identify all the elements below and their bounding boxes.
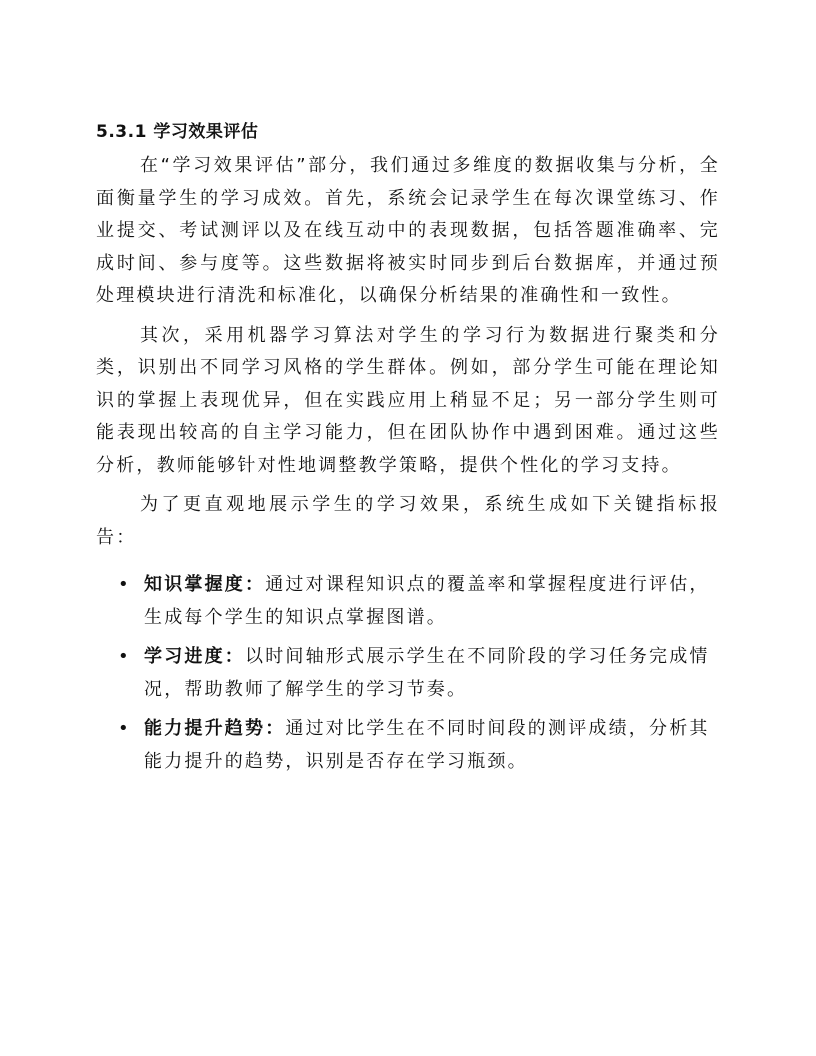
section-heading: 5.3.1 学习效果评估 [96, 122, 259, 142]
list-item-term: 学习进度： [144, 646, 245, 667]
list-item-term: 能力提升趋势： [144, 718, 286, 739]
list-item-knowledge-mastery [96, 568, 720, 634]
list-item-text: 通过对比学生在不同时间段的测评成绩，分析其能力提升的趋势，识别是否存在学习瓶颈。 [144, 718, 710, 772]
list-item-text: 以时间轴形式展示学生在不同阶段的学习任务完成情况，帮助教师了解学生的学习节奏。 [144, 646, 710, 700]
paragraph-report-lead: 为了更直观地展示学生的学习效果，系统生成如下关键指标报告： [96, 494, 720, 548]
list-item-term: 知识掌握度： [144, 574, 266, 595]
list-item-ability-trend [96, 712, 720, 778]
list-item-text: 通过对课程知识点的覆盖率和掌握程度进行评估，生成每个学生的知识点掌握图谱。 [144, 574, 710, 628]
document-page [96, 118, 720, 784]
paragraph-analysis: 其次，采用机器学习算法对学生的学习行为数据进行聚类和分类，识别出不同学习风格的学生群体。例如，部分学生可能在理论知识的掌握上表现优异，但在实践应用上稍显不足；另一部分学生则可能表现出较高的自主学习能力，但在团队协作中遇到困难。通过这些分析，教师能够针对性地调整教学策略，提供个性化的学习支持。 [96, 324, 720, 476]
indicator-list [96, 568, 720, 778]
bullet-icon: • [118, 646, 131, 667]
bullet-icon: • [118, 718, 131, 739]
paragraph-intro: 在“学习效果评估”部分，我们通过多维度的数据收集与分析，全面衡量学生的学习成效。首先，系统会记录学生在每次课堂练习、作业提交、考试测评以及在线互动中的表现数据，包括答题准确率、完成时间、参与度等。这些数据将被实时同步到后台数据库，并通过预处理模块进行清洗和标准化，以确保分析结果的准确性和一致性。 [96, 155, 720, 306]
list-item-learning-progress [96, 640, 720, 706]
bullet-icon: • [118, 574, 131, 595]
